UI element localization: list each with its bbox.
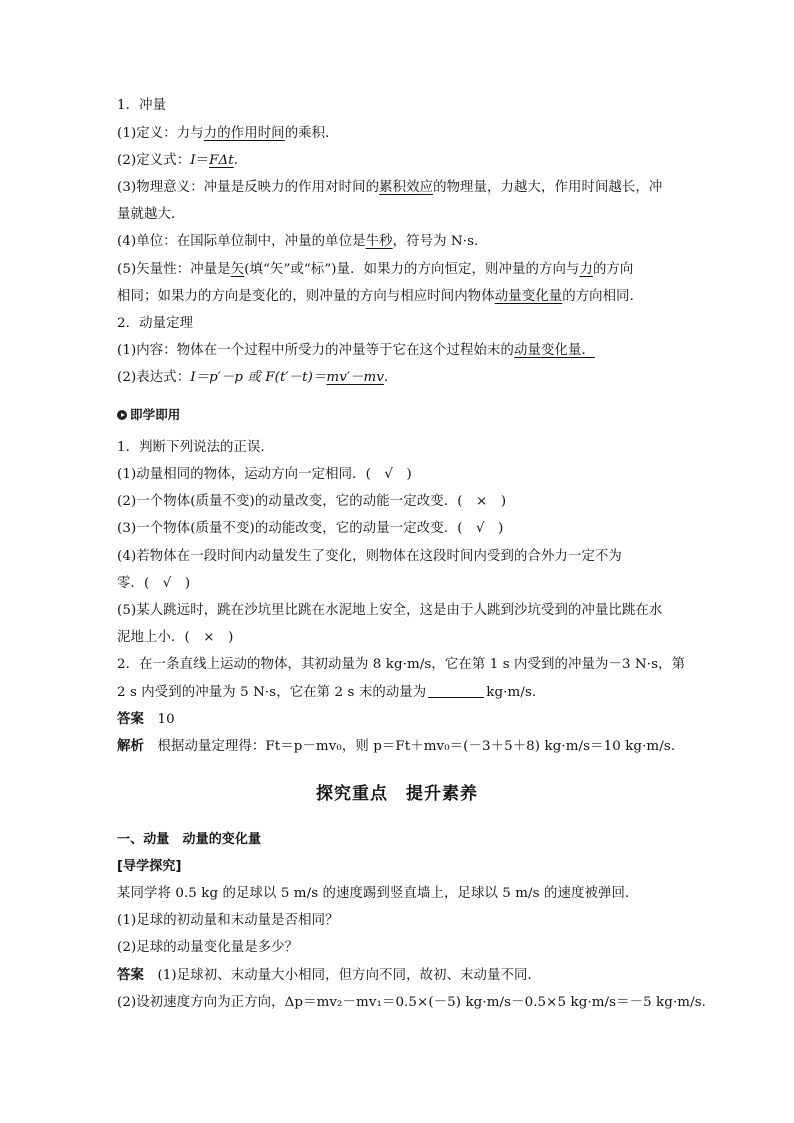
impulse-vector-cont: 相同；如果力的方向是变化的，则冲量的方向与相应时间内物体动量变化量的方向相同．	[117, 289, 644, 304]
q2-analysis: 解析 根据动量定理得：Ft＝p－mv₀，则 p＝Ft＋mv₀＝(－3＋5＋8) kg·m/s＝10 kg·m/s.	[117, 739, 676, 754]
heading-momentum-change: 一、动量 动量的变化量	[117, 832, 262, 847]
q1-item: 泥地上小．( × )	[117, 630, 234, 645]
impulse-definition: (1)定义：力与力的作用时间的乘积．	[117, 126, 339, 141]
q2-answer: 答案 10	[117, 712, 175, 727]
heading-impulse: 1．冲量	[117, 98, 167, 113]
q2-line: 2 s 内受到的冲量为 5 N·s，它在第 2 s 末的动量为 kg·m/s.	[117, 685, 537, 700]
q1-item: (1)动量相同的物体，运动方向一定相同．( √ )	[117, 467, 412, 482]
guide-label: [导学探究]	[117, 859, 182, 874]
theorem-content: (1)内容：物体在一个过程中所受力的冲量等于它在这个过程始末的动量变化量．	[117, 343, 595, 358]
q1-item: (4)若物体在一段时间内动量发生了变化，则物体在这段时间内受到的合外力一定不为	[117, 549, 622, 564]
q1-item: (2)一个物体(质量不变)的动量改变，它的动能一定改变．( × )	[117, 494, 507, 509]
guide-question: (2)足球的动量变化量是多少？	[117, 940, 299, 955]
q1-item: 零．( √ )	[117, 576, 191, 591]
section-title: 探究重点 提升素养	[316, 784, 478, 804]
impulse-unit: (4)单位：在国际单位制中，冲量的单位是牛秒，符号为 N·s.	[117, 234, 479, 249]
q1-heading: 1．判断下列说法的正误．	[117, 440, 275, 455]
heading-momentum-theorem: 2．动量定理	[117, 316, 194, 331]
guide-answer-cont: (2)设初速度方向为正方向，Δp＝mv₂－mv₁＝0.5×(－5) kg·m/s－0.5×5 kg·m/s＝－5 kg·m/s.	[117, 995, 707, 1010]
impulse-meaning: (3)物理意义：冲量是反映力的作用对时间的累积效应的物理量，力越大，作用时间越长，冲	[117, 180, 663, 195]
q1-item: (5)某人跳远时，跳在沙坑里比跳在水泥地上安全，这是由于人跳到沙坑受到的冲量比跳在水	[117, 603, 663, 618]
guide-question: (1)足球的初动量和末动量是否相同？	[117, 913, 339, 928]
theorem-expression: (2)表达式：I＝p′－p 或 F(t′－t)＝mv′－mv.	[117, 370, 389, 385]
impulse-meaning-cont: 量就越大．	[117, 207, 185, 222]
q2-line: 2．在一条直线上运动的物体，其初动量为 8 kg·m/s，它在第 1 s 内受到的冲量为－3 N·s，第	[117, 657, 686, 672]
guide-answer: 答案 (1)足球初、末动量大小相同，但方向不同，故初、末动量不同．	[117, 968, 541, 983]
q1-item: (3)一个物体(质量不变)的动能改变，它的动量一定改变．( √ )	[117, 521, 504, 536]
impulse-formula: (2)定义式：I＝FΔt.	[117, 153, 239, 168]
quick-practice-tag: 即学即用	[117, 405, 180, 425]
impulse-vector: (5)矢量性：冲量是矢(填“矢”或“标”)量．如果力的方向恒定，则冲量的方向与力的方向	[117, 262, 634, 277]
answer-blank	[428, 683, 484, 698]
guide-problem: 某同学将 0.5 kg 的足球以 5 m/s 的速度踢到竖直墙上，足球以 5 m/s 的速度被弹回．	[117, 886, 639, 901]
play-circle-icon	[117, 410, 127, 420]
